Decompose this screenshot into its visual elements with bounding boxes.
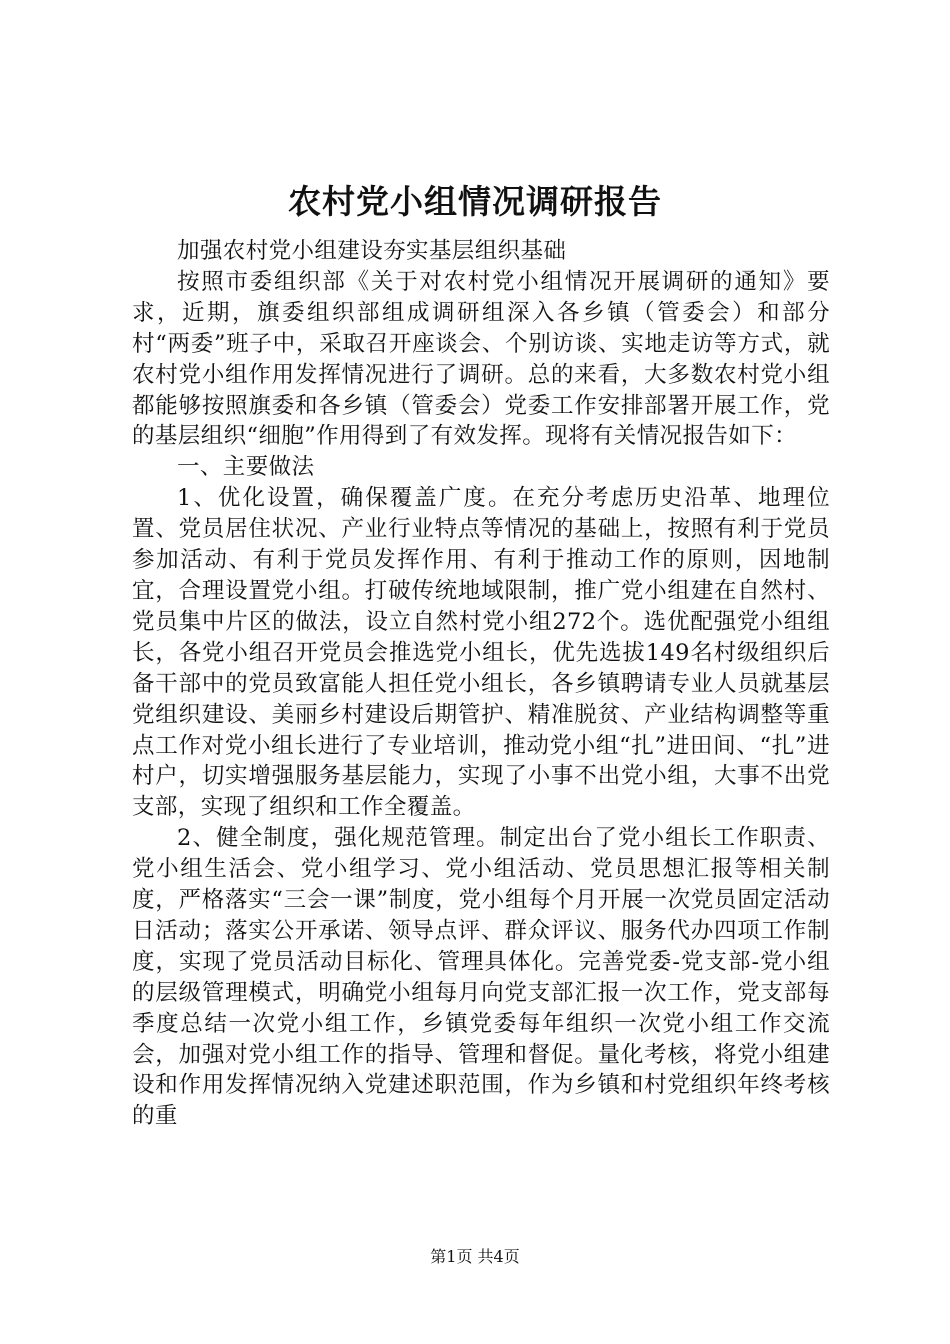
intro-paragraph: 按照市委组织部《关于对农村党小组情况开展调研的通知》要求，近期，旗委组织部组成调研组深入各乡镇（管委会）和部分村“两委”班子中，采取召开座谈会、个别访谈、实地走访等方式，就农村党小组作用发挥情况进行了调研。总的来看，大多数农村党小组都能够按照旗委和各乡镇（管委会）党委工作安排部署开展工作，党的基层组织“细胞”作用得到了有效发挥。现将有关情况报告如下： [132, 268, 830, 450]
section-heading: 一、主要做法 [177, 454, 315, 481]
page-footer: 第1页 共4页 [430, 1247, 520, 1266]
document-subtitle: 加强农村党小组建设夯实基层组织基础 [177, 238, 567, 264]
body-paragraph: 1、优化设置，确保覆盖广度。在充分考虑历史沿革、地理位置、党员居住状况、产业行业特点等情况的基础上，按照有利于党员参加活动、有利于党员发挥作用、有利于推动工作的原则，因地制宜，合理设置党小组。打破传统地域限制，推广党小组建在自然村、党员集中片区的做法，设立自然村党小组272个。选优配强党小组组长，各党小组召开党员会推选党小组长，优先选拔149名村级组织后备干部中的党员致富能人担任党小组长，各乡镇聘请专业人员就基层党组织建设、美丽乡村建设后期管护、精准脱贫、产业结构调整等重点工作对党小组长进行了专业培训，推动党小组“扎”进田间、“扎”进村户，切实增强服务基层能力，实现了小事不出党小组，大事不出党支部，实现了组织和工作全覆盖。 [132, 485, 830, 821]
document-title: 农村党小组情况调研报告 [288, 182, 662, 221]
document-body [132, 236, 830, 1132]
body-paragraph: 2、健全制度，强化规范管理。制定出台了党小组长工作职责、党小组生活会、党小组学习、党小组活动、党员思想汇报等相关制度，严格落实“三会一课”制度，党小组每个月开展一次党员固定活动日活动；落实公开承诺、领导点评、群众评议、服务代办四项工作制度，实现了党员活动目标化、管理具体化。完善党委-党支部-党小组的层级管理模式，明确党小组每月向党支部汇报一次工作，党支部每季度总结一次党小组工作，乡镇党委每年组织一次党小组工作交流会，加强对党小组工作的指导、管理和督促。量化考核，将党小组建设和作用发挥情况纳入党建述职范围，作为乡镇和村党组织年终考核的重 [132, 825, 830, 1130]
